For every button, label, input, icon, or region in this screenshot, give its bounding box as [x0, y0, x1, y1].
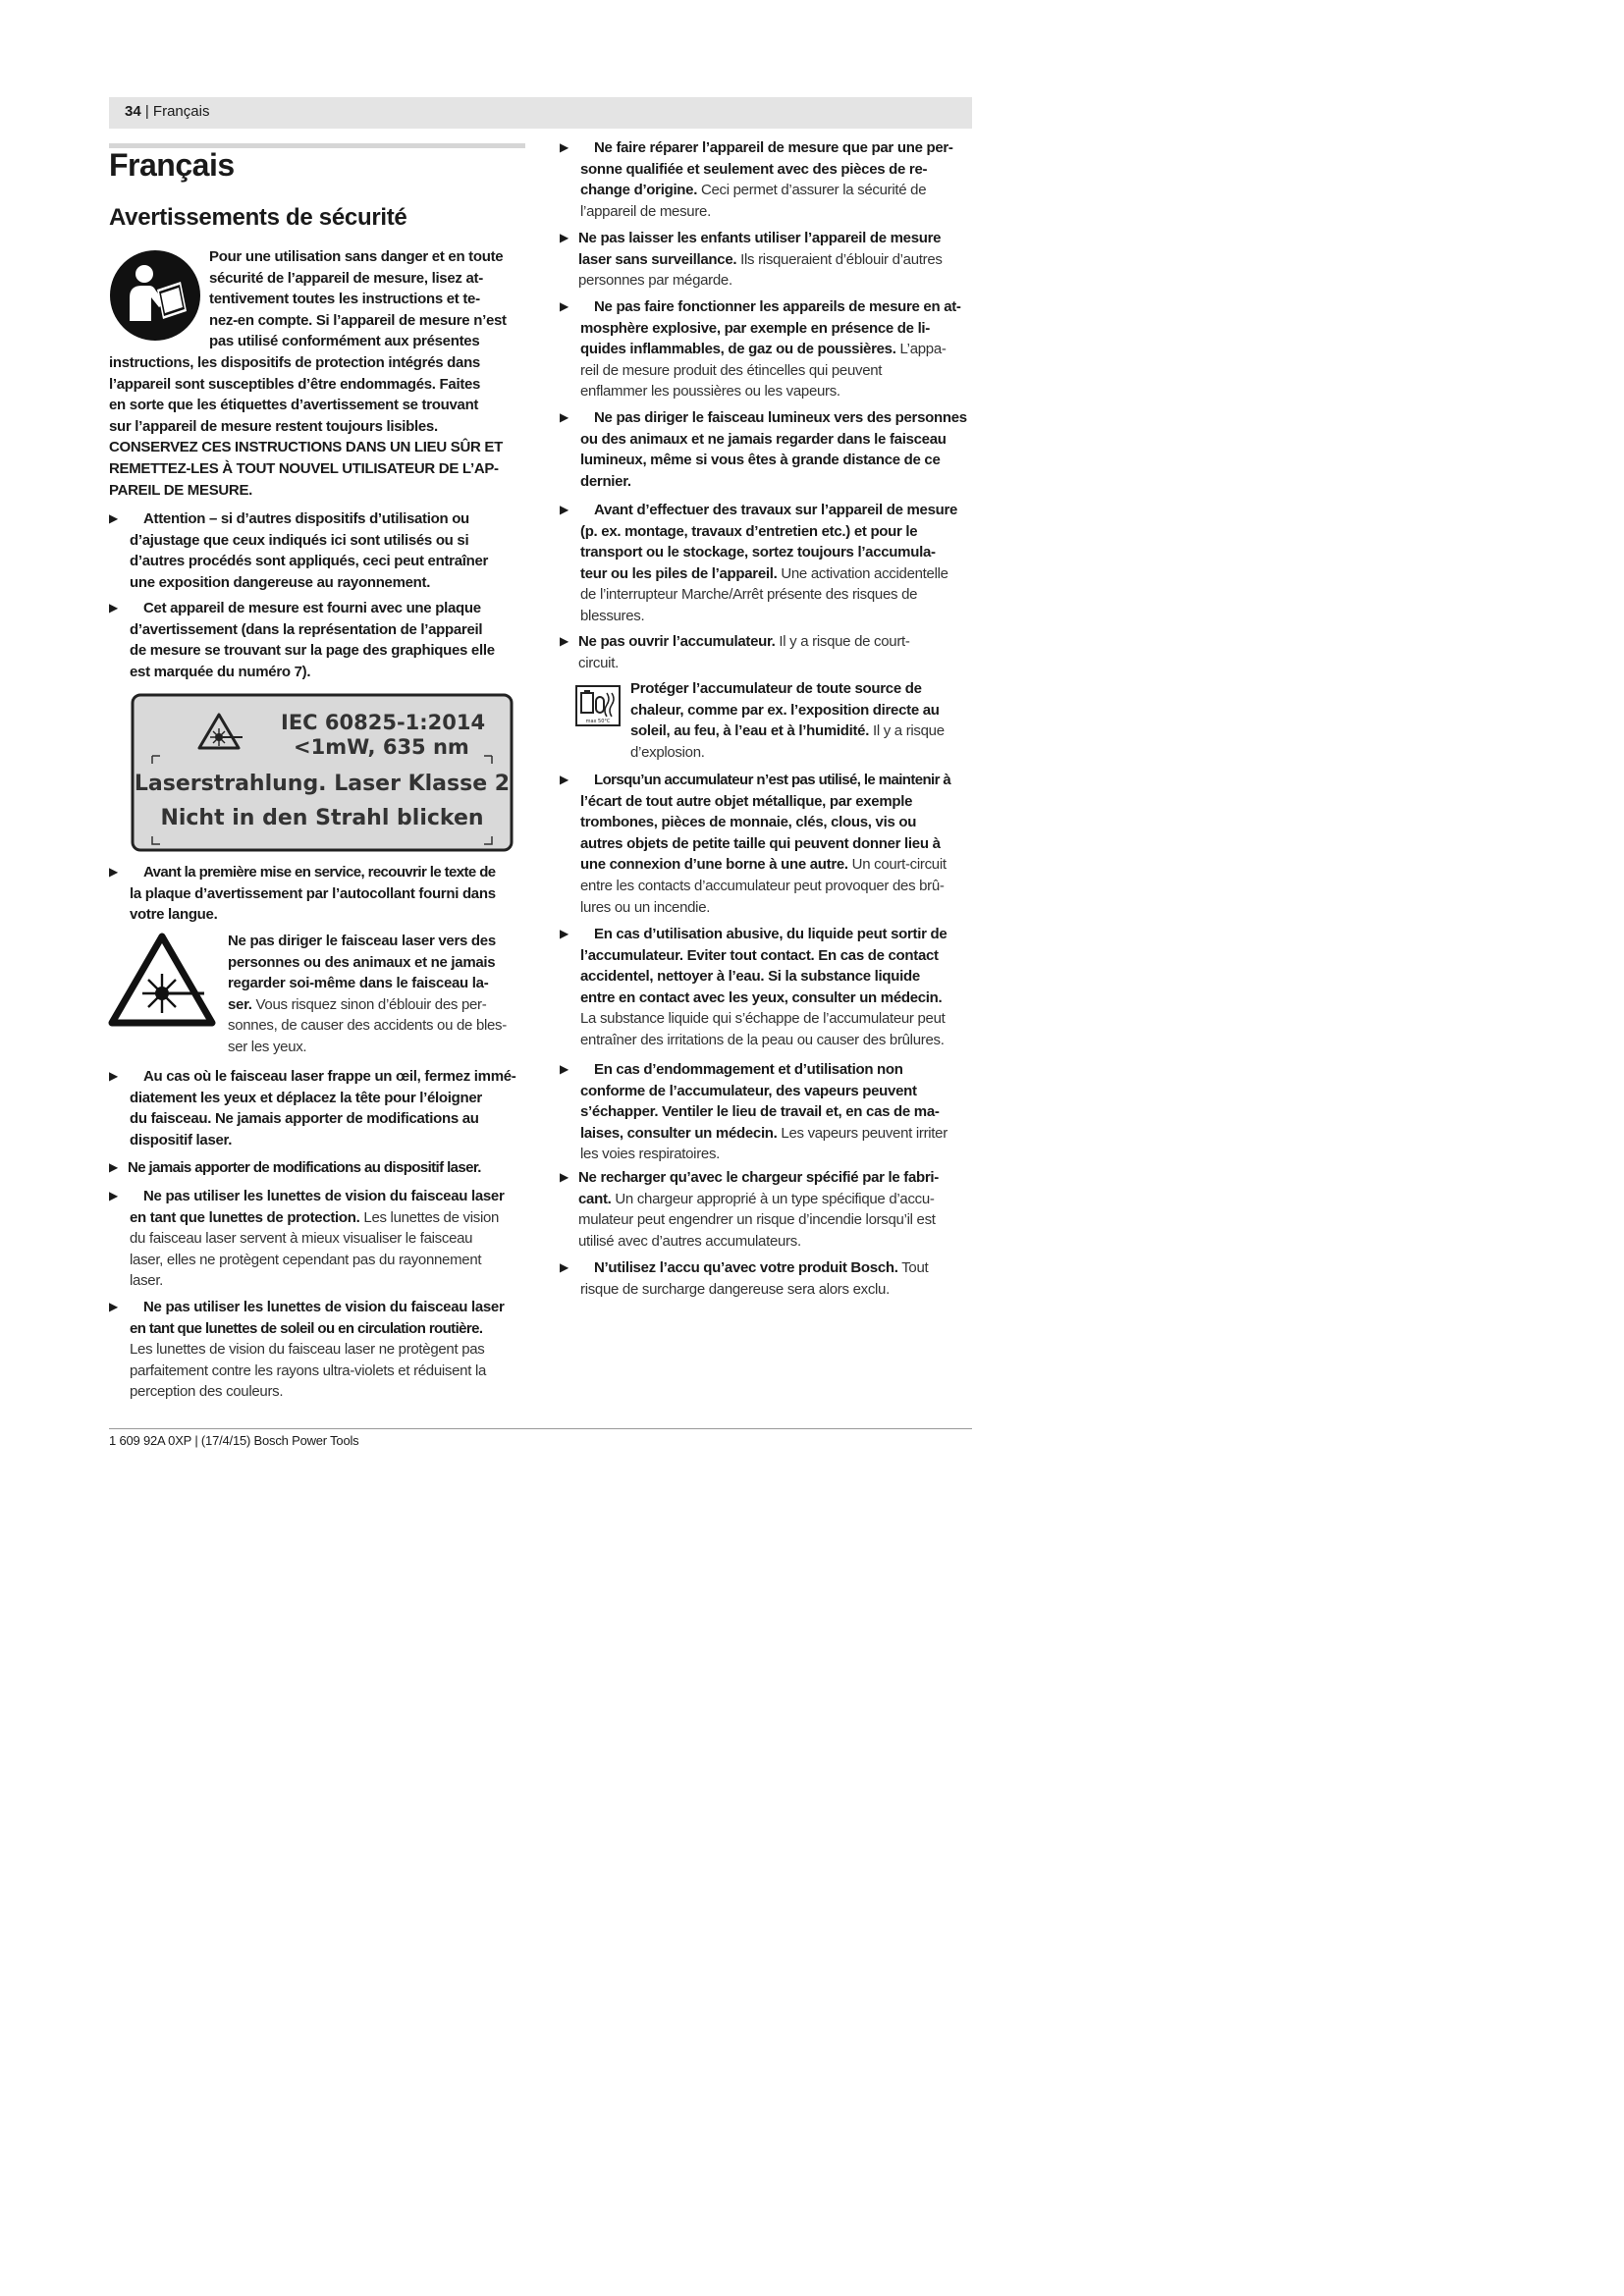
list-line: Tout [897, 1259, 929, 1276]
intro-line: Pour une utilisation sans danger et en toute [209, 248, 504, 265]
list-line: diatement les yeux et déplacez la tête pour l’éloigner [130, 1089, 482, 1106]
list-line: laises, consulter un médecin. [580, 1124, 778, 1142]
intro-line: l’appareil sont susceptibles d’être endommagés. Faites [109, 375, 481, 393]
list-line: ser les yeux. [228, 1038, 307, 1055]
footer-rule [109, 1428, 972, 1429]
list-line: perception des couleurs. [130, 1383, 284, 1401]
list-item-text [560, 1059, 992, 1165]
list-line: s’échapper. Ventiler le lieu de travail et, en cas de ma- [580, 1103, 940, 1121]
list-line: circuit. [578, 654, 619, 671]
intro-line: tentivement toutes les instructions et te- [209, 291, 480, 308]
list-line: votre langue. [130, 906, 218, 924]
list-line: Protéger l’accumulateur de toute source de [630, 680, 922, 697]
list-item [109, 1066, 541, 1150]
list-line: reil de mesure produit des étincelles qui peuvent [580, 361, 883, 379]
list-item-text [560, 137, 992, 222]
bullet-arrow-icon: ▶ [560, 1170, 568, 1184]
list-item-text [560, 296, 992, 402]
list-line: mosphère explosive, par exemple en présence de li- [580, 319, 930, 337]
bullet-arrow-icon: ▶ [560, 299, 568, 313]
list-line: Ne recharger qu’avec le chargeur spécifié par le fabri- [578, 1169, 939, 1186]
list-item-text [560, 407, 992, 492]
list-line: ser. [228, 995, 252, 1013]
intro-line: pas utilisé conformément aux présentes [209, 333, 480, 350]
bullet-arrow-icon: ▶ [109, 601, 118, 614]
list-line: du faisceau. Ne jamais apporter de modifications au [130, 1110, 479, 1128]
bullet-arrow-icon: ▶ [560, 231, 568, 244]
list-line: trombones, pièces de monnaie, clés, clous, vis ou [580, 814, 917, 831]
list-line: Ne pas faire fonctionner les appareils de mesure en at- [594, 298, 961, 315]
list-line: entre les contacts d’accumulateur peut provoquer des brû- [580, 877, 945, 894]
laser-warning-text [228, 931, 542, 1058]
list-item-text [109, 1066, 541, 1150]
list-line: Une activation accidentelle [777, 564, 948, 582]
list-line: laser. [130, 1272, 164, 1290]
list-line: utilisé avec d’autres accumulateurs. [578, 1232, 801, 1250]
bullet-arrow-icon: ▶ [560, 140, 568, 154]
list-item [109, 1157, 541, 1179]
list-line: l’écart de tout autre objet métallique, par exemple [580, 792, 913, 810]
bullet-arrow-icon: ▶ [109, 1300, 118, 1313]
list-line: Ne faire réparer l’appareil de mesure que par une per- [594, 139, 953, 156]
list-line: une connexion d’une borne à une autre. [580, 856, 848, 874]
list-item [109, 1297, 541, 1403]
list-line: transport ou le stockage, sortez toujours l’accumula- [580, 544, 936, 561]
bullet-arrow-icon: ▶ [560, 927, 568, 940]
list-line: entre en contact avec les yeux, consulter un médecin. [580, 988, 943, 1006]
list-line: Avant d’effectuer des travaux sur l’appareil de mesure [594, 502, 958, 518]
bullet-arrow-icon: ▶ [560, 503, 568, 516]
list-line: d’avertissement (dans la représentation de l’appareil [130, 620, 483, 638]
intro-line: REMETTEZ-LES À TOUT NOUVEL UTILISATEUR DE L’AP- [109, 459, 499, 477]
list-line: lumineux, même si vous êtes à grande distance de ce [580, 452, 941, 469]
list-line: Ne pas utiliser les lunettes de vision du faisceau laser [143, 1299, 505, 1315]
list-line: sonnes, de causer des accidents ou de bles- [228, 1017, 507, 1035]
intro-line: instructions, les dispositifs de protection intégrés dans [109, 354, 480, 371]
list-line: Ne pas diriger le faisceau laser vers des [228, 933, 496, 949]
list-line: entraîner des irritations de la peau ou causer des brûlures. [580, 1031, 945, 1048]
list-line: En cas d’utilisation abusive, du liquide peut sortir de [594, 926, 947, 942]
list-line: Ils risqueraient d’éblouir d’autres [736, 250, 943, 268]
list-line: autres objets de petite taille qui peuvent donner lieu à [580, 834, 941, 852]
list-line: Un court-circuit [847, 856, 947, 874]
list-line: d’ajustage que ceux indiqués ici sont utilisés ou si [130, 531, 469, 549]
bullet-arrow-icon: ▶ [109, 1189, 118, 1202]
list-line: Ceci permet d’assurer la sécurité de [697, 182, 927, 199]
list-item-text [109, 1157, 541, 1179]
list-line: Ne jamais apporter de modifications au dispositif laser. [128, 1159, 481, 1176]
list-line: d’autres procédés sont appliqués, ceci peut entraîner [130, 553, 489, 570]
list-line: la plaque d’avertissement par l’autocollant fourni dans [130, 884, 496, 902]
list-item [560, 631, 992, 673]
list-line: sonne qualifiée et seulement avec des pièces de re- [580, 160, 928, 178]
list-item-text [560, 1257, 992, 1300]
bullet-arrow-icon: ▶ [560, 1260, 568, 1274]
laser-warning-icon [108, 933, 216, 1027]
page-number: 34 [125, 103, 141, 120]
list-item-text [560, 631, 992, 673]
list-line: accidentel, nettoyer à l’eau. Si la substance liquide [580, 968, 920, 986]
list-line: est marquée du numéro 7). [130, 663, 311, 680]
list-line: de mesure se trouvant sur la page des graphiques elle [130, 642, 495, 660]
list-item [560, 924, 992, 1051]
plate-line-2: <1mW, 635 nm [294, 735, 469, 759]
battery-heat-warning-icon [575, 685, 621, 726]
list-line: change d’origine. [580, 182, 698, 199]
list-line: cant. [578, 1190, 612, 1207]
laser-warning-plate [131, 693, 514, 852]
list-line: blessures. [580, 607, 645, 624]
list-item [560, 407, 992, 492]
list-line: du faisceau laser servent à mieux visualiser le faisceau [130, 1230, 473, 1248]
list-item [109, 1186, 541, 1292]
list-line: d’explosion. [630, 743, 705, 761]
list-line: enflammer les poussières ou les vapeurs. [580, 383, 840, 400]
list-line: Un chargeur approprié à un type spécifique d’accu- [611, 1190, 935, 1207]
section-title: Avertissements de sécurité [109, 204, 407, 231]
list-line: Cet appareil de mesure est fourni avec une plaque [143, 600, 481, 616]
list-line: une exposition dangereuse au rayonnement. [130, 573, 431, 591]
list-item-text [109, 598, 537, 682]
bullet-arrow-icon: ▶ [560, 634, 568, 648]
intro-line: nez-en compte. Si l’appareil de mesure n’est [209, 311, 507, 329]
footer-text: 1 609 92A 0XP | (17/4/15) Bosch Power Tools [109, 1433, 359, 1448]
list-line: Ne pas laisser les enfants utiliser l’appareil de mesure [578, 230, 942, 246]
list-line: quides inflammables, de gaz ou de poussières. [580, 341, 896, 358]
list-line: La substance liquide qui s’échappe de l’accumulateur peut [580, 1010, 946, 1028]
list-line: Lorsqu’un accumulateur n’est pas utilisé, le maintenir à [594, 772, 951, 788]
list-item [109, 508, 537, 593]
list-line: laser sans surveillance. [578, 250, 737, 268]
header-text: 34 | Français [125, 103, 210, 120]
list-line: laser, elles ne protègent cependant pas du rayonnement [130, 1251, 482, 1268]
list-line: conforme de l’accumulateur, des vapeurs peuvent [580, 1082, 917, 1099]
intro-line: PAREIL DE MESURE. [109, 481, 253, 499]
list-line: personnes par mégarde. [578, 272, 732, 290]
list-line: Les lunettes de vision du faisceau laser ne protègent pas [130, 1341, 485, 1359]
list-item-text [560, 1167, 992, 1252]
list-line: Vous risquez sinon d’éblouir des per- [251, 995, 487, 1013]
plate-line-3: Laserstrahlung. Laser Klasse 2 [134, 772, 511, 796]
list-line: l’appareil de mesure. [580, 202, 711, 220]
list-line: Il y a risque de court- [775, 633, 910, 650]
bullet-arrow-icon: ▶ [560, 410, 568, 424]
list-line: dernier. [580, 472, 631, 490]
list-item-text [560, 500, 992, 627]
list-item-text [560, 228, 992, 292]
list-item-text [109, 508, 537, 593]
list-line: mulateur peut engendrer un risque d’incendie lorsqu’il est [578, 1211, 936, 1229]
list-line: N’utilisez l’accu qu’avec votre produit Bosch. [594, 1259, 898, 1276]
intro-block-b [109, 352, 537, 501]
intro-line: sur l’appareil de mesure restent toujours lisibles. [109, 417, 438, 435]
list-line: regarder soi-même dans le faisceau la- [228, 975, 489, 992]
list-line: Ne pas ouvrir l’accumulateur. [578, 633, 776, 650]
page-header [109, 97, 972, 129]
intro-line: CONSERVEZ CES INSTRUCTIONS DANS UN LIEU SÛR ET [109, 439, 503, 456]
list-item [560, 1167, 992, 1252]
list-line: soleil, au feu, à l’eau et à l’humidité. [630, 722, 870, 740]
list-line: En cas d’endommagement et d’utilisation non [594, 1061, 903, 1078]
list-item [560, 137, 992, 222]
bullet-arrow-icon: ▶ [560, 773, 568, 786]
list-line: lures ou un incendie. [580, 898, 711, 916]
list-line: (p. ex. montage, travaux d’entretien etc.) et pour le [580, 522, 918, 540]
plate-line-4: Nicht in den Strahl blicken [160, 806, 484, 830]
header-section: Français [152, 103, 210, 120]
bullet-arrow-icon: ▶ [560, 1062, 568, 1076]
list-item [560, 228, 992, 292]
list-line: Les lunettes de vision [359, 1208, 500, 1226]
list-line: Ne pas utiliser les lunettes de vision du faisceau laser [143, 1188, 505, 1204]
list-line: L’appa- [895, 341, 947, 358]
list-line: en tant que lunettes de protection. [130, 1208, 360, 1226]
list-line: l’accumulateur. Eviter tout contact. En cas de contact [580, 946, 939, 964]
list-item [560, 296, 992, 402]
list-line: Au cas où le faisceau laser frappe un œil, fermez immé- [143, 1068, 516, 1085]
list-item [560, 500, 992, 627]
list-line: Les vapeurs peuvent irriter [777, 1124, 947, 1142]
list-item [560, 1059, 992, 1165]
list-line: chaleur, comme par ex. l’exposition directe au [630, 701, 940, 719]
intro-line: en sorte que les étiquettes d’avertissement se trouvant [109, 397, 479, 414]
list-line: Ne pas diriger le faisceau lumineux vers des personnes [594, 409, 967, 426]
list-item-text [109, 1186, 541, 1292]
list-item [560, 1257, 992, 1300]
list-line: risque de surcharge dangereuse sera alors exclu. [580, 1280, 890, 1298]
list-item-text [560, 924, 992, 1051]
list-line: teur ou les piles de l’appareil. [580, 564, 778, 582]
read-manual-icon [108, 248, 202, 343]
list-line: les voies respiratoires. [580, 1146, 721, 1163]
bullet-arrow-icon: ▶ [109, 1069, 118, 1083]
list-line: ou des animaux et ne jamais regarder dans le faisceau [580, 430, 947, 448]
list-item-text [560, 770, 992, 918]
list-line: Attention – si d’autres dispositifs d’utilisation ou [143, 510, 469, 527]
list-line: dispositif laser. [130, 1131, 233, 1148]
list-item [109, 598, 537, 682]
list-item [560, 770, 992, 918]
list-line: de l’interrupteur Marche/Arrêt présente des risques de [580, 586, 918, 604]
list-item [109, 862, 541, 926]
plate-line-1: IEC 60825-1:2014 [281, 711, 486, 734]
battery-warning-text [630, 678, 984, 763]
list-line: en tant que lunettes de soleil ou en circulation routière. [130, 1319, 483, 1337]
list-line: Il y a risque [869, 722, 945, 740]
intro-line: sécurité de l’appareil de mesure, lisez at- [209, 269, 483, 287]
battery-icon-label: max 50°C [585, 719, 611, 724]
intro-block-a [209, 246, 533, 352]
bullet-arrow-icon: ▶ [109, 1160, 118, 1174]
list-item-text [109, 862, 541, 926]
page-title: Français [109, 147, 235, 183]
bullet-arrow-icon: ▶ [109, 865, 118, 879]
list-item-text [109, 1297, 541, 1403]
list-line: personnes ou des animaux et ne jamais [228, 953, 496, 971]
list-line: Avant la première mise en service, recouvrir le texte de [143, 864, 496, 881]
bullet-arrow-icon: ▶ [109, 511, 118, 525]
list-line: parfaitement contre les rayons ultra-violets et réduisent la [130, 1362, 487, 1379]
